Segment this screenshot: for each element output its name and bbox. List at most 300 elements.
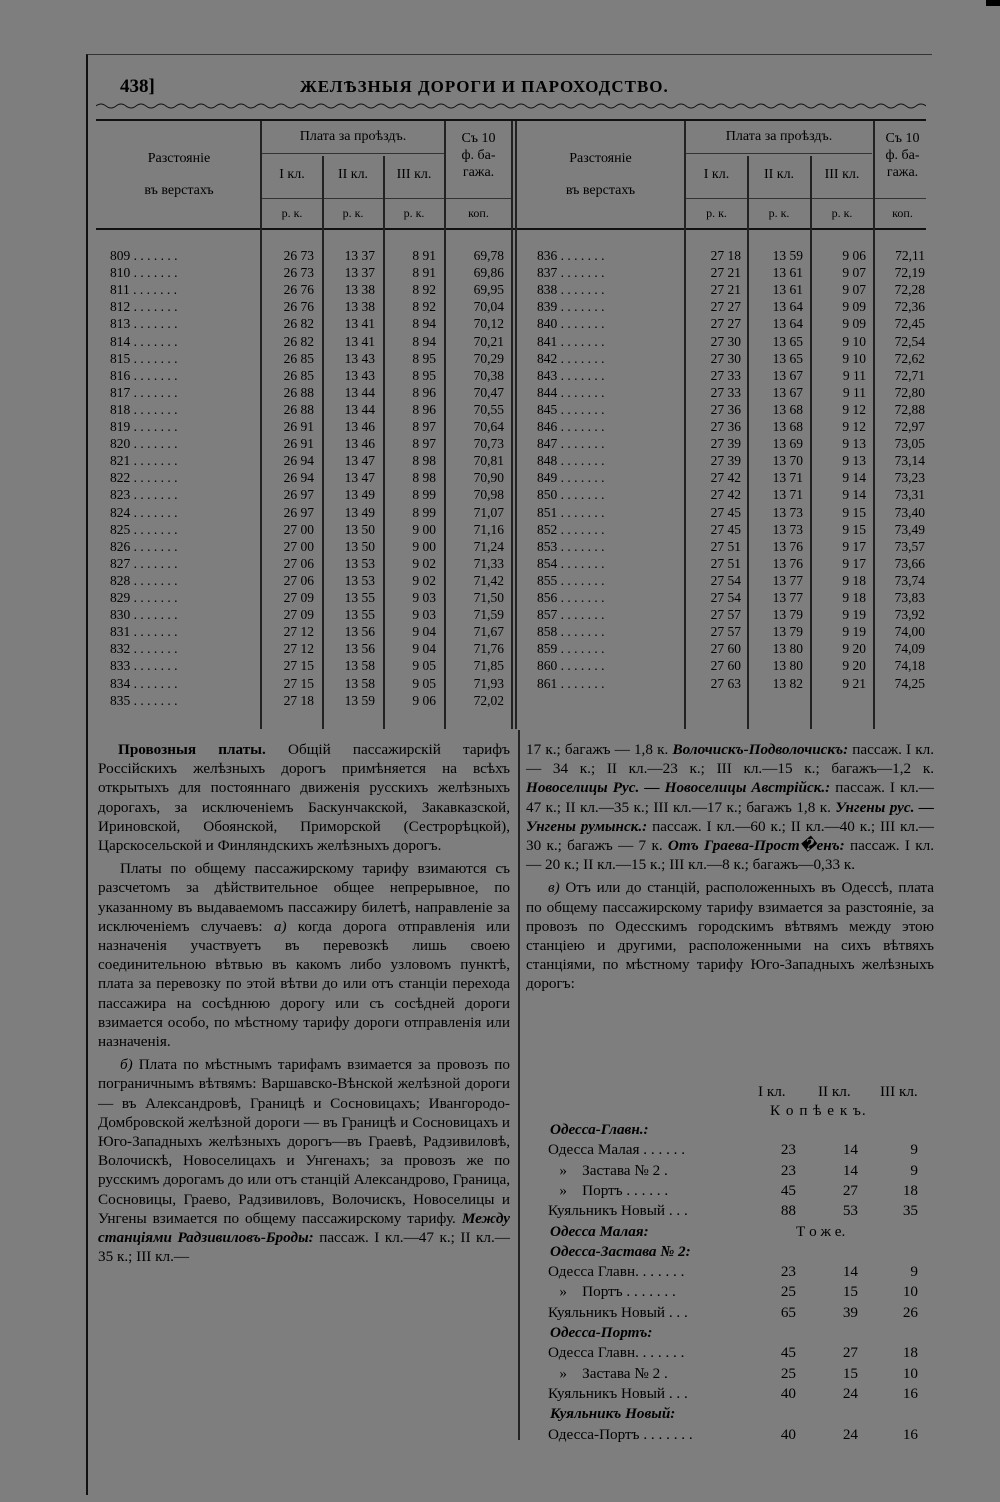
distance-cell: 830 . . . . . . . — [110, 607, 178, 623]
header-baggage: Съ 10 ф. ба- гажа. — [885, 131, 920, 180]
fare-value: 9 — [910, 1161, 918, 1179]
fare-cell: 9 15 — [842, 521, 866, 537]
fare-cell: 26 73 — [283, 265, 314, 281]
page-number: 438] — [120, 76, 155, 97]
fare-cell: 13 77 — [772, 572, 803, 588]
distance-cell: 831 . . . . . . . — [110, 624, 178, 640]
fare-cell: 13 71 — [772, 470, 803, 486]
fare-cell: 26 82 — [283, 333, 314, 349]
station-heading-label: Одесса Малая: — [550, 1222, 649, 1240]
baggage-cell: 72,28 — [894, 282, 925, 298]
distance-cell: 850 . . . . . . . — [537, 487, 605, 503]
fare-cell: 26 85 — [283, 350, 314, 366]
fare-cell: 26 91 — [283, 436, 314, 452]
distance-cell: 832 . . . . . . . — [110, 641, 178, 657]
distance-cell: 814 . . . . . . . — [110, 333, 178, 349]
fare-cell: 27 12 — [283, 641, 314, 657]
fare-value: 35 — [902, 1202, 918, 1220]
fare-cell: 27 36 — [710, 401, 741, 417]
fare-cell: 9 14 — [842, 487, 866, 503]
fare-value: 40 — [780, 1425, 796, 1443]
fare-cell: 27 27 — [710, 316, 741, 332]
fare-cell: 13 46 — [344, 436, 375, 452]
fare-value: 53 — [842, 1202, 858, 1220]
baggage-cell: 71,24 — [473, 538, 504, 554]
baggage-cell: 69,78 — [473, 248, 504, 263]
fare-cell: 9 11 — [842, 384, 866, 400]
fare-cell: 27 30 — [710, 333, 741, 349]
fare-value: 39 — [842, 1303, 858, 1321]
header-fare: Плата за проѣздъ. — [299, 129, 407, 144]
fare-cell: 27 12 — [283, 624, 314, 640]
page-title: ЖЕЛѢЗНЫЯ ДОРОГИ И ПАРОХОДСТВО. — [300, 77, 669, 96]
fare-cell: 27 06 — [283, 555, 314, 571]
header-unit-rk: р. к. — [403, 206, 425, 220]
fare-value: 15 — [842, 1364, 858, 1382]
section-heading: Провозныя платы. — [118, 741, 266, 758]
station-label: Одесса Малая . . . . . . — [548, 1141, 686, 1159]
baggage-cell: 69,95 — [473, 282, 504, 298]
fare-cell: 8 97 — [412, 419, 436, 434]
fare-cell: 13 76 — [772, 538, 803, 554]
item-letter: а) — [273, 917, 287, 935]
col-divider — [515, 121, 517, 729]
distance-cell: 820 . . . . . . . — [110, 436, 178, 452]
route-name: Отъ Граева-Прост�енъ: — [667, 837, 845, 855]
baggage-cell: 70,55 — [473, 401, 504, 417]
route-name: Унгены рус. — Унгены румынск.: — [526, 798, 934, 835]
fare-cell: 9 09 — [842, 299, 866, 315]
station-label: » Портъ . . . . . . — [548, 1181, 669, 1199]
fare-cell: 13 58 — [344, 658, 375, 674]
distance-cell: 819 . . . . . . . — [110, 419, 178, 434]
header-class2: II кл. — [763, 167, 795, 182]
route-name: Между станціями Радзивиловъ-Броды: — [98, 1209, 510, 1247]
fare-cell: 8 98 — [412, 470, 436, 486]
fare-cell: 13 55 — [344, 590, 375, 605]
fare-cell: 13 38 — [344, 299, 375, 315]
fare-cell: 9 00 — [412, 538, 436, 554]
fare-cell: 26 73 — [283, 248, 314, 263]
fare-cell: 26 88 — [283, 384, 314, 400]
baggage-cell: 73,14 — [894, 453, 925, 469]
fare-cell: 13 79 — [772, 607, 803, 623]
fare-cell: 8 94 — [412, 333, 436, 349]
fare-cell: 9 17 — [842, 555, 866, 571]
fare-value: 65 — [780, 1303, 796, 1321]
fare-cell: 27 36 — [710, 419, 741, 434]
distance-cell: 811 . . . . . . . — [110, 282, 177, 298]
fare-value: 23 — [780, 1263, 796, 1281]
header-distance: Разстояніе въ верстахъ — [565, 151, 636, 198]
distance-cell: 851 . . . . . . . — [537, 504, 605, 520]
baggage-cell: 73,05 — [894, 436, 925, 452]
header-class3: III кл. — [396, 167, 432, 182]
route-name: Новоселицы Рус. — Новоселицы Австрійск.: — [526, 779, 831, 797]
fare-cell: 9 05 — [412, 658, 436, 674]
paragraph-text: когда дорога отправленія или назначенія участвуетъ въ перевозкѣ лишь своею соединительною вѣтвью въ какомъ либо узловомъ пунктѣ, плата за перевозку по этой вѣтви до или отъ станціи перехода пассажира на сосѣднюю дорогу или съ сосѣдней дороги взимается особо, по мѣстному тарифу дороги отправленія или назначенія. — [98, 917, 510, 1051]
fare-cell: 27 60 — [710, 641, 741, 657]
baggage-cell: 73,40 — [894, 504, 925, 520]
distance-cell: 834 . . . . . . . — [110, 675, 178, 691]
fare-value: 16 — [902, 1384, 918, 1402]
fare-cell: 27 39 — [710, 436, 741, 452]
baggage-cell: 70,12 — [473, 316, 504, 332]
fare-cell: 8 99 — [412, 487, 436, 503]
fare-cell: 27 30 — [710, 350, 741, 366]
fare-cell: 9 14 — [842, 470, 866, 486]
odessa-class1: I кл. — [758, 1083, 786, 1100]
baggage-cell: 72,11 — [895, 248, 925, 263]
fare-value: 15 — [842, 1283, 858, 1301]
distance-cell: 840 . . . . . . . — [537, 316, 605, 332]
fare-cell: 8 97 — [412, 436, 436, 452]
baggage-cell: 70,81 — [473, 453, 504, 469]
fare-cell: 13 55 — [344, 607, 375, 623]
paragraph-text: 17 к.; багажъ — 1,8 к. — [526, 741, 673, 758]
baggage-cell: 71,85 — [473, 658, 504, 674]
fare-cell: 27 57 — [710, 607, 741, 623]
fare-cell: 27 18 — [710, 248, 741, 263]
route-name: Волочискъ-Подволочискъ: — [672, 741, 849, 758]
fare-cell: 9 20 — [842, 641, 866, 657]
fare-cell: 27 33 — [710, 367, 741, 383]
distance-cell: 810 . . . . . . . — [110, 265, 178, 281]
fare-cell: 13 73 — [772, 504, 803, 520]
fare-cell: 26 76 — [283, 299, 314, 315]
header-fare: Плата за проѣздъ. — [725, 129, 833, 144]
distance-cell: 823 . . . . . . . — [110, 487, 178, 503]
distance-cell: 843 . . . . . . . — [537, 367, 605, 383]
paragraph-text: пассаж. I кл.—47 к.; II кл.—35 к.; III кл.— — [98, 1229, 510, 1266]
baggage-cell: 73,92 — [894, 607, 925, 623]
station-label: Куяльникъ Новый . . . — [548, 1202, 688, 1220]
fare-cell: 13 71 — [772, 487, 803, 503]
fare-cell: 27 54 — [710, 572, 741, 588]
fare-cell: 27 45 — [710, 504, 741, 520]
baggage-cell: 71,59 — [473, 607, 504, 623]
fare-cell: 26 97 — [283, 504, 314, 520]
fare-cell: 9 06 — [412, 692, 436, 708]
baggage-cell: 74,18 — [894, 658, 925, 674]
distance-cell: 812 . . . . . . . — [110, 299, 178, 315]
distance-cell: 828 . . . . . . . — [110, 572, 178, 588]
fare-cell: 26 91 — [283, 419, 314, 434]
paragraph-text: Плата по мѣстнымъ тарифамъ взимается за провозъ по пограничнымъ вѣтвямъ: Варшавско-Вѣнской желѣзной дороги — въ Александровѣ, Границѣ и Сосновицахъ; Ивангородо-Домбровской желѣзной дороги — въ Границѣ и Сосновицахъ и Юго-Западныхъ желѣзныхъ дорогъ—въ Граевѣ, Радзивиловѣ, Волочискѣ, Новоселицахъ и Унгенахъ; за провозъ же по русскимъ дорогамъ до или отъ станцій Александрово, Граница, Сосновицы, Граево, Радзивиловъ, Волочискъ, Новоселицы и Унгены взимается по общему пассажирскому тарифу. — [98, 1056, 510, 1227]
baggage-cell: 73,57 — [894, 538, 925, 554]
text-column-divider — [518, 730, 520, 1440]
fare-cell: 13 70 — [772, 453, 803, 469]
fare-cell: 27 21 — [710, 265, 741, 281]
header-unit-rule-right — [686, 198, 926, 199]
fare-cell: 27 00 — [283, 521, 314, 537]
fare-cell: 13 44 — [344, 401, 375, 417]
baggage-cell: 73,66 — [894, 555, 925, 571]
fare-value: 24 — [842, 1425, 858, 1443]
fare-cell: 9 13 — [842, 436, 866, 452]
odessa-unit: К о п ѣ е к ъ. — [770, 1102, 867, 1119]
baggage-cell: 71,93 — [473, 675, 504, 691]
fare-value: 23 — [780, 1141, 796, 1159]
baggage-cell: 73,49 — [894, 521, 925, 537]
distance-cell: 829 . . . . . . . — [110, 590, 178, 605]
distance-cell: 859 . . . . . . . — [537, 641, 605, 657]
station-heading-label: Куяльникъ Новый: — [550, 1405, 676, 1423]
distance-cell: 816 . . . . . . . — [110, 367, 178, 383]
fare-cell: 9 10 — [842, 350, 866, 366]
fare-cell: 13 82 — [772, 675, 803, 691]
fare-value: 18 — [902, 1344, 918, 1362]
header-unit-rk: р. к. — [768, 206, 790, 220]
fare-cell: 13 68 — [772, 419, 803, 434]
scan-corner-mark — [986, 0, 1000, 6]
paragraph-text: Общій пассажирскій тарифъ Россійскихъ желѣзныхъ дорогъ примѣняется на всѣхъ открытыхъ для постояннаго движенія русскихъ желѣзныхъ дорогахъ, за исключеніемъ Баскунчакской, Закавказской, Ириновской, Обоянской, Приморской (Сестрорѣцкой), Царскосельской и Финляндскихъ желѣзныхъ дорогъ. — [98, 741, 510, 855]
distance-cell: 822 . . . . . . . — [110, 470, 178, 486]
fare-value: 88 — [780, 1202, 796, 1220]
fare-cell: 9 12 — [842, 419, 866, 434]
fare-cell: 13 46 — [344, 419, 375, 434]
fare-cell: 9 19 — [842, 624, 866, 640]
header-unit-rk: р. к. — [831, 206, 853, 220]
fare-cell: 13 61 — [772, 282, 803, 298]
header-unit-kop: коп. — [892, 206, 913, 220]
fare-cell: 27 42 — [710, 487, 741, 503]
fare-cell: 27 09 — [283, 590, 314, 605]
distance-cell: 852 . . . . . . . — [537, 521, 605, 537]
distance-cell: 825 . . . . . . . — [110, 521, 178, 537]
fare-cell: 13 53 — [344, 555, 375, 571]
fare-cell: 13 38 — [344, 282, 375, 298]
fare-value: 16 — [902, 1425, 918, 1443]
baggage-cell: 70,73 — [473, 436, 504, 452]
fare-cell: 9 10 — [842, 333, 866, 349]
distance-cell: 827 . . . . . . . — [110, 555, 178, 571]
distance-cell: 861 . . . . . . . — [537, 675, 605, 691]
baggage-cell: 71,42 — [473, 572, 504, 588]
fare-cell: 9 18 — [842, 572, 866, 588]
fare-cell: 13 69 — [772, 436, 803, 452]
same-note: Т о ж е. — [796, 1222, 846, 1240]
fare-cell: 9 02 — [412, 555, 436, 571]
fare-cell: 9 02 — [412, 572, 436, 588]
baggage-cell: 73,31 — [894, 487, 925, 503]
fare-cell: 26 82 — [283, 316, 314, 332]
header-class2: II кл. — [337, 167, 369, 182]
fare-value: 27 — [842, 1344, 858, 1362]
fare-cell: 13 79 — [772, 624, 803, 640]
distance-cell: 821 . . . . . . . — [110, 453, 178, 469]
station-heading-label: Одесса-Главн.: — [550, 1121, 649, 1138]
fare-cell: 13 73 — [772, 521, 803, 537]
item-letter: в) — [548, 879, 560, 897]
paragraph-text: пассаж. I кл. — 34 к.; II кл.—23 к.; III кл.—15 к.; багажъ—1,2 к. — [526, 741, 934, 778]
station-label: » Застава № 2 . — [548, 1161, 668, 1179]
odessa-class3: III кл. — [880, 1083, 918, 1100]
fare-cell: 13 47 — [344, 470, 375, 486]
fare-cell: 8 92 — [412, 299, 436, 315]
fare-value: 25 — [780, 1364, 796, 1382]
baggage-cell: 70,04 — [473, 299, 504, 315]
fare-cell: 9 03 — [412, 590, 436, 605]
fare-cell: 13 58 — [344, 675, 375, 691]
station-label: Одесса Главн. . . . . . . — [548, 1263, 685, 1281]
baggage-cell: 72,45 — [894, 316, 925, 332]
fare-cell: 26 76 — [283, 282, 314, 298]
distance-cell: 817 . . . . . . . — [110, 384, 178, 400]
baggage-cell: 74,09 — [894, 641, 925, 657]
distance-cell: 858 . . . . . . . — [537, 624, 605, 640]
fare-cell: 13 37 — [344, 265, 375, 281]
distance-cell: 842 . . . . . . . — [537, 350, 605, 366]
fare-cell: 27 21 — [710, 282, 741, 298]
fare-cell: 27 15 — [283, 675, 314, 691]
distance-cell: 856 . . . . . . . — [537, 590, 605, 605]
fare-cell: 13 64 — [772, 299, 803, 315]
baggage-cell: 69,86 — [473, 265, 504, 281]
fare-cell: 13 41 — [344, 316, 375, 332]
fare-value: 40 — [780, 1384, 796, 1402]
paragraph-text: пассаж. I кл.—60 к.; II кл.—40 к.; III кл.—30 к.; багажъ — 7 к. — [526, 817, 934, 855]
station-heading-label: Одесса-Застава № 2: — [550, 1242, 691, 1260]
distance-cell: 845 . . . . . . . — [537, 401, 605, 417]
fare-cell: 9 19 — [842, 607, 866, 623]
baggage-cell: 72,71 — [894, 367, 925, 383]
fare-cell: 13 49 — [344, 487, 375, 503]
fare-cell: 27 51 — [710, 538, 741, 554]
header-class1: I кл. — [279, 167, 305, 182]
fare-cell: 9 04 — [412, 624, 436, 640]
fare-value: 25 — [780, 1283, 796, 1301]
distance-cell: 833 . . . . . . . — [110, 658, 178, 674]
fare-cell: 13 47 — [344, 453, 375, 469]
baggage-cell: 70,64 — [473, 419, 504, 434]
fare-value: 45 — [780, 1344, 796, 1362]
fare-cell: 9 11 — [842, 367, 866, 383]
fare-cell: 13 80 — [772, 658, 803, 674]
fare-cell: 13 43 — [344, 350, 375, 366]
distance-cell: 838 . . . . . . . — [537, 282, 605, 298]
fare-cell: 9 09 — [842, 316, 866, 332]
fare-cell: 8 95 — [412, 367, 436, 383]
baggage-cell: 72,19 — [894, 265, 925, 281]
fare-cell: 13 37 — [344, 248, 375, 263]
fare-value: 14 — [842, 1161, 858, 1179]
distance-cell: 841 . . . . . . . — [537, 333, 605, 349]
fare-cell: 13 68 — [772, 401, 803, 417]
baggage-cell: 72,36 — [894, 299, 925, 315]
paragraph-text: Платы по общему пассажирскому тарифу взимаются съ разсчетомъ за дѣйствительное общее непрерывное, по указанному въ выдаваемомъ пассажиру билетѣ, направленіе за исключеніемъ случаевъ: — [98, 860, 510, 935]
fare-cell: 9 17 — [842, 538, 866, 554]
fare-cell: 13 56 — [344, 624, 375, 640]
distance-cell: 860 . . . . . . . — [537, 658, 605, 674]
baggage-cell: 72,80 — [894, 384, 925, 400]
header-class3: III кл. — [824, 167, 860, 182]
fare-cell: 27 57 — [710, 624, 741, 640]
fare-cell: 27 15 — [283, 658, 314, 674]
baggage-cell: 70,98 — [473, 487, 504, 503]
fare-cell: 13 61 — [772, 265, 803, 281]
col-divider — [511, 121, 513, 729]
fare-cell: 9 07 — [842, 282, 866, 298]
header-unit-rule-left — [262, 198, 512, 199]
fare-cell: 13 67 — [772, 367, 803, 383]
fare-cell: 13 64 — [772, 316, 803, 332]
distance-cell: 854 . . . . . . . — [537, 555, 605, 571]
fare-cell: 13 67 — [772, 384, 803, 400]
paragraph-text: пассаж. I кл.—47 к.; II кл.—35 к.; III кл.—17 к.; багажъ 1,8 к. — [526, 779, 934, 816]
fare-cell: 9 03 — [412, 607, 436, 623]
fare-value: 9 — [910, 1141, 918, 1159]
baggage-cell: 72,97 — [894, 419, 925, 434]
distance-cell: 848 . . . . . . . — [537, 453, 605, 469]
fare-cell: 27 00 — [283, 538, 314, 554]
distance-cell: 835 . . . . . . . — [110, 692, 178, 708]
text-column-left — [98, 740, 510, 1270]
header-unit-kop: коп. — [468, 206, 489, 220]
fare-cell: 9 21 — [842, 675, 866, 691]
fare-cell: 8 91 — [412, 248, 436, 263]
fare-cell: 13 50 — [344, 538, 375, 554]
fare-cell: 8 91 — [412, 265, 436, 281]
fare-cell: 13 59 — [772, 248, 803, 263]
fare-cell: 13 76 — [772, 555, 803, 571]
baggage-cell: 72,02 — [473, 692, 504, 708]
baggage-cell: 72,88 — [894, 401, 925, 417]
fare-cell: 9 15 — [842, 504, 866, 520]
baggage-cell: 70,47 — [473, 384, 504, 400]
paragraph-text: пассаж. I кл. — 20 к.; II кл.—15 к.; III кл.—8 к.; багажъ—0,33 к. — [526, 837, 934, 874]
fare-cell: 26 85 — [283, 367, 314, 383]
fare-value: 26 — [902, 1303, 918, 1321]
fare-cell: 13 65 — [772, 350, 803, 366]
distance-cell: 818 . . . . . . . — [110, 401, 178, 417]
distance-cell: 813 . . . . . . . — [110, 316, 178, 332]
fare-value: 14 — [842, 1141, 858, 1159]
fare-cell: 9 07 — [842, 265, 866, 281]
fare-cell: 13 80 — [772, 641, 803, 657]
header-subrule-right — [686, 153, 872, 154]
odessa-class2: II кл. — [818, 1083, 851, 1100]
fare-cell: 13 53 — [344, 572, 375, 588]
fare-cell: 13 77 — [772, 590, 803, 605]
distance-cell: 853 . . . . . . . — [537, 538, 605, 554]
distance-cell: 836 . . . . . . . — [537, 248, 605, 263]
distance-cell: 844 . . . . . . . — [537, 384, 605, 400]
distance-cell: 837 . . . . . . . — [537, 265, 605, 281]
fare-cell: 8 99 — [412, 504, 436, 520]
fare-cell: 13 56 — [344, 641, 375, 657]
paragraph-text: Отъ или до станцій, расположенныхъ въ Одессѣ, плата по общему пассажирскому тарифу взимается за разстояніе, за провозъ по Одесскимъ городскимъ вѣтвямъ между этою станціею и другими, расположенными на сихъ вѣтвяхъ станціями, по мѣстному тарифу Юго-Западныхъ желѣзныхъ дорогъ: — [526, 879, 934, 993]
baggage-cell: 74,00 — [894, 624, 925, 640]
distance-cell: 855 . . . . . . . — [537, 572, 605, 588]
fare-cell: 9 13 — [842, 453, 866, 469]
station-heading-label: Одесса-Портъ: — [550, 1324, 653, 1341]
fare-cell: 13 44 — [344, 384, 375, 400]
text-column-right — [526, 740, 934, 998]
baggage-cell: 70,38 — [473, 367, 504, 383]
fare-value: 9 — [910, 1263, 918, 1281]
header-subrule-left — [262, 153, 444, 154]
distance-cell: 846 . . . . . . . — [537, 419, 605, 434]
wavy-divider — [96, 102, 926, 110]
baggage-cell: 73,83 — [894, 590, 925, 605]
baggage-cell: 71,67 — [473, 624, 504, 640]
fare-cell: 8 94 — [412, 316, 436, 332]
fare-cell: 26 94 — [283, 470, 314, 486]
fare-value: 24 — [842, 1384, 858, 1402]
fare-cell: 8 96 — [412, 401, 436, 417]
fare-cell: 27 27 — [710, 299, 741, 315]
